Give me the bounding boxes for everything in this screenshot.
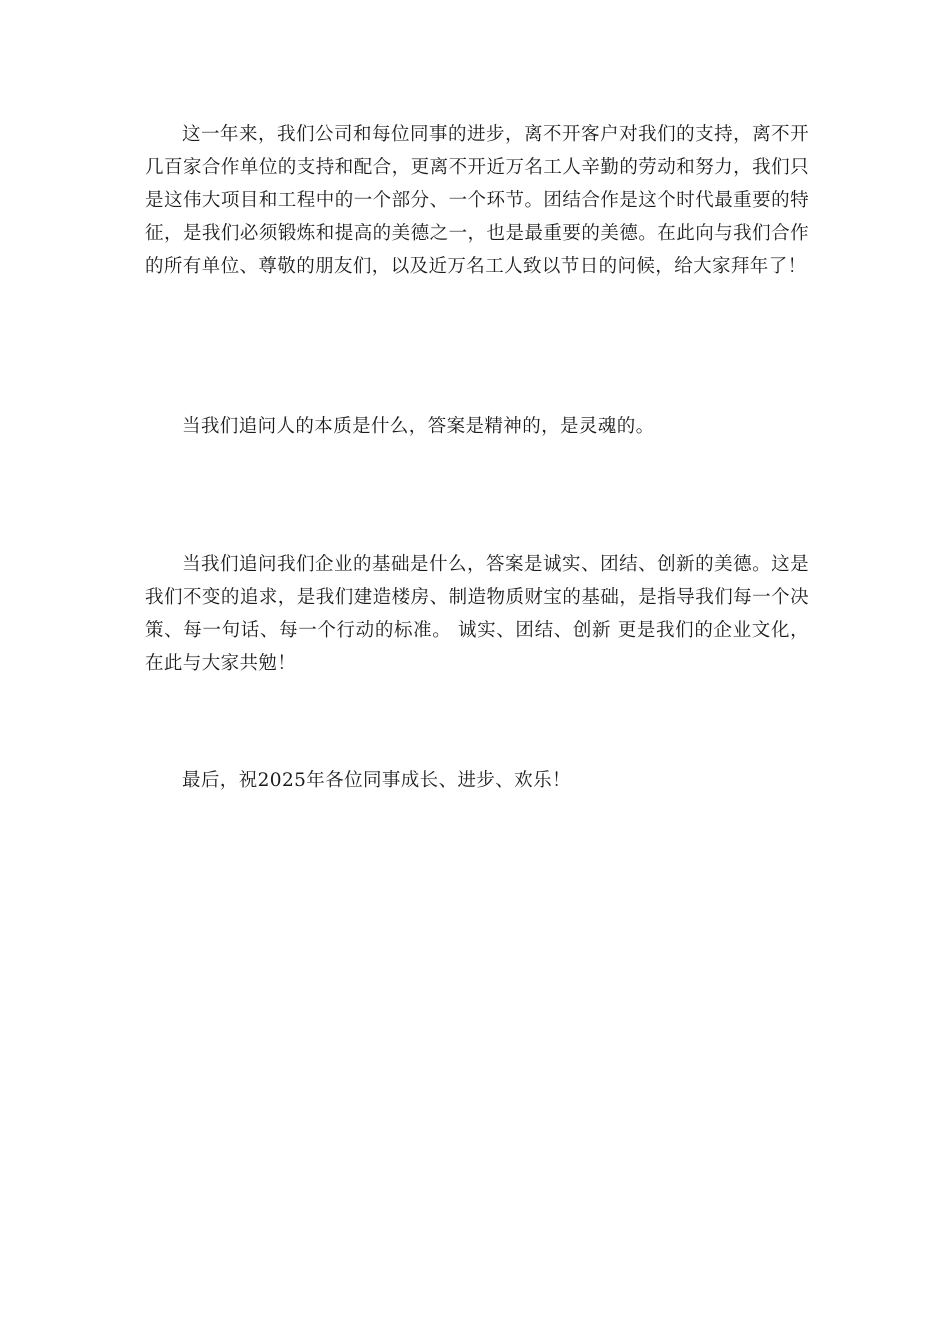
paragraph-closing-wishes: 最后，祝2025年各位同事成长、进步、欢乐！ [182, 770, 571, 791]
paragraph-gratitude: 这一年来，我们公司和每位同事的进步，离不开客户对我们的支持，离不开几百家合作单位的支持和配合，更离不开近万名工人辛勤的劳动和努力，我们只是这伟大项目和工程中的一个部分、一个环节。团结合作是这个时代最重要的特征，是我们必须锻炼和提高的美德之一，也是最重要的美德。在此向与我们合作的所有单位、尊敬的朋友们，以及近万名工人致以节日的问候，给大家拜年了！ [145, 124, 809, 277]
paragraph-human-essence: 当我们追问人的本质是什么，答案是精神的，是灵魂的。 [182, 416, 655, 437]
paragraph-enterprise-foundation: 当我们追问我们企业的基础是什么，答案是诚实、团结、创新的美德。这是我们不变的追求，是我们建造楼房、制造物质财宝的基础，是指导我们每一个决策、每一句话、每一个行动的标准。 诚实、团结、创新 更是我们的企业文化，在此与大家共勉！ [145, 554, 809, 674]
